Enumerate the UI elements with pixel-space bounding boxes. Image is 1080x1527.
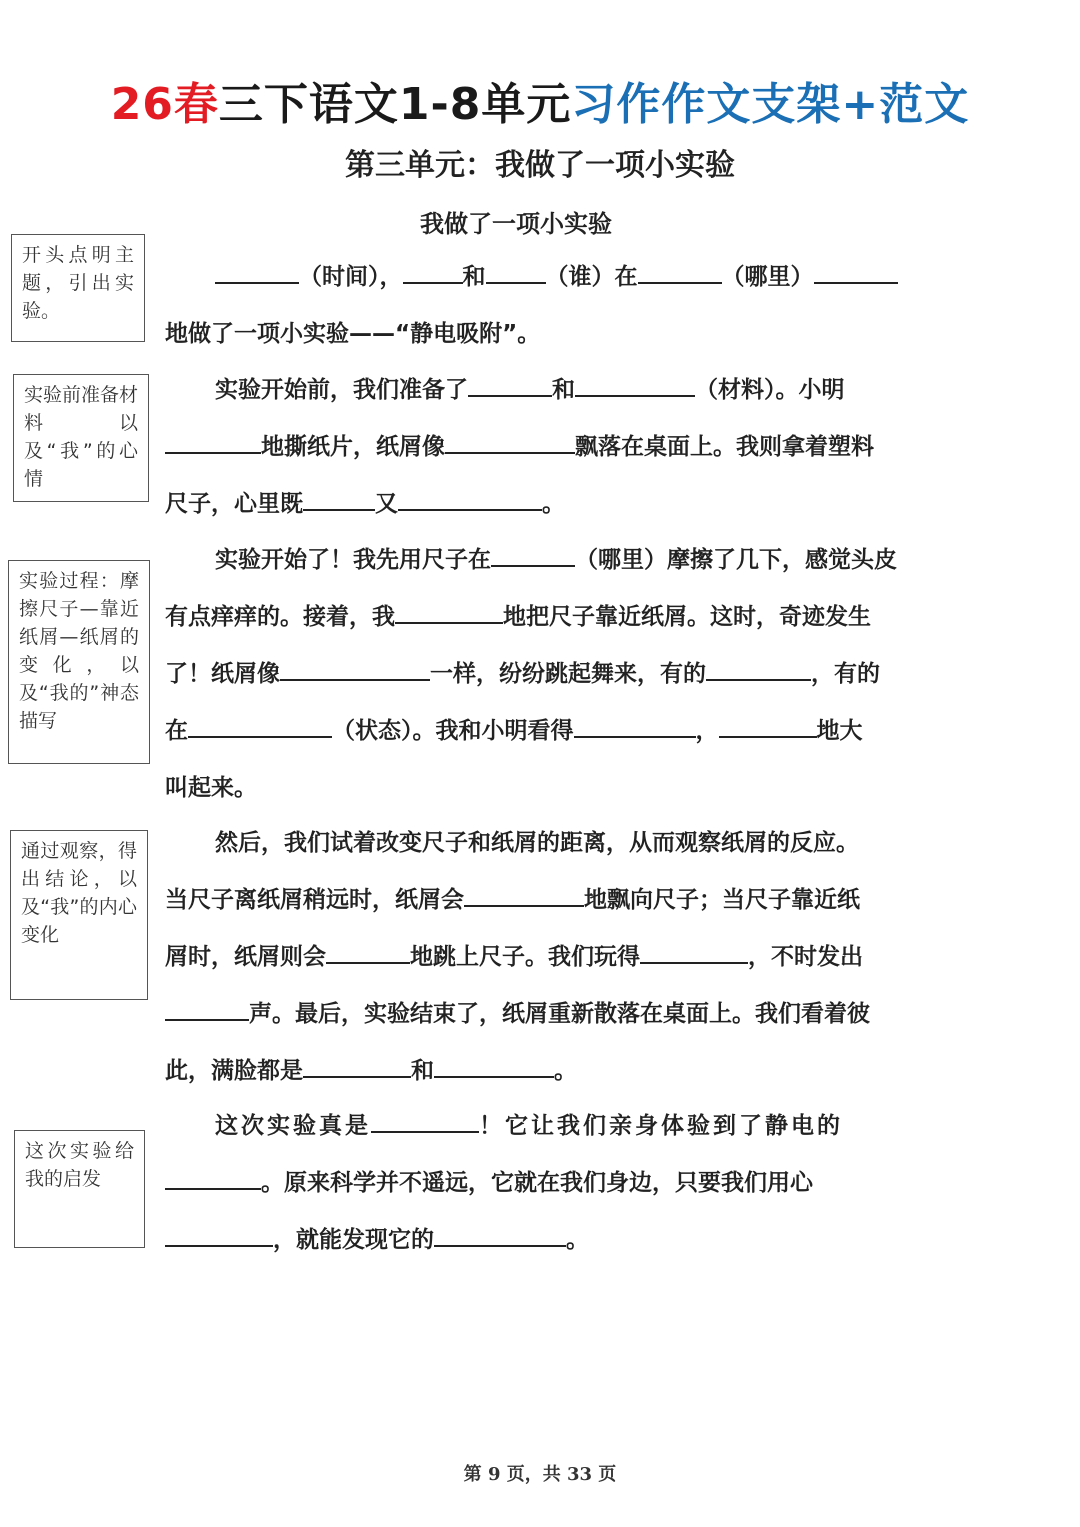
text-line <box>165 1212 895 1269</box>
text-line <box>165 419 895 476</box>
fill-blank[interactable] <box>395 596 503 624</box>
fill-blank[interactable] <box>326 936 410 964</box>
fill-blank[interactable] <box>491 539 575 567</box>
text-line <box>165 703 895 760</box>
text-segment: （谁）在 <box>545 264 638 290</box>
note-box-preparation: 实验前准备材料以及“我”的心情 <box>13 374 149 502</box>
text-segment: 一样，纷纷跳起舞来，有的 <box>430 661 706 687</box>
text-line: 叫起来。 <box>165 775 257 801</box>
text-line <box>165 362 895 419</box>
text-segment: 了！纸屑像 <box>165 661 280 687</box>
fill-blank[interactable] <box>303 1050 411 1078</box>
fill-blank[interactable] <box>575 369 695 397</box>
text-segment: （哪里）摩擦了几下，感觉头皮 <box>575 547 897 573</box>
text-segment: 和 <box>462 264 486 290</box>
text-segment: （时间）， <box>299 264 403 290</box>
fill-blank[interactable] <box>640 936 748 964</box>
fill-blank[interactable] <box>165 426 261 454</box>
text-line <box>165 1043 895 1100</box>
title-topic: 习作作文支架+范文 <box>571 79 970 130</box>
text-segment: 声。最后，实验结束了，纸屑重新散落在桌面上。我们看着彼 <box>249 1001 870 1027</box>
fill-blank[interactable] <box>165 1219 273 1247</box>
text-segment: ！它让我们亲身体验到了静电的 <box>479 1113 843 1139</box>
unit-title: 第三单元：我做了一项小实验 <box>345 148 735 183</box>
text-segment: 当尺子离纸屑稍远时，纸屑会 <box>165 887 464 913</box>
text-line <box>165 1098 895 1155</box>
text-segment: （材料）。小明 <box>695 377 845 403</box>
fill-blank[interactable] <box>486 256 546 284</box>
text-segment: 地撕纸片，纸屑像 <box>261 434 445 460</box>
text-segment: 。原来科学并不遥远，它就在我们身边，只要我们用心 <box>261 1170 813 1196</box>
fill-blank[interactable] <box>303 483 375 511</box>
text-segment: 实验开始了！我先用尺子在 <box>215 547 491 573</box>
text-line <box>165 646 895 703</box>
text-segment: 尺子，心里既 <box>165 491 303 517</box>
text-line <box>165 476 895 533</box>
text-line: 地做了一项小实验——“静电吸附”。 <box>165 321 541 347</box>
fill-blank[interactable] <box>371 1105 479 1133</box>
text-segment: 这次实验真是 <box>215 1113 371 1139</box>
text-line <box>165 872 895 929</box>
text-line: 然后，我们试着改变尺子和纸屑的距离，从而观察纸屑的反应。 <box>215 830 859 856</box>
fill-blank[interactable] <box>719 710 817 738</box>
fill-blank[interactable] <box>188 710 332 738</box>
text-segment: ， <box>695 718 719 744</box>
note-box-opening: 开头点明主题，引出实验。 <box>11 234 145 342</box>
text-segment: 又 <box>375 491 398 517</box>
text-segment: 。 <box>566 1227 589 1253</box>
text-segment: 和 <box>411 1058 434 1084</box>
fill-blank[interactable] <box>215 256 299 284</box>
text-segment: 地把尺子靠近纸屑。这时，奇迹发生 <box>503 604 871 630</box>
text-segment: 在 <box>165 718 188 744</box>
fill-blank[interactable] <box>814 256 898 284</box>
document-title <box>0 68 1080 132</box>
text-segment: 屑时，纸屑则会 <box>165 944 326 970</box>
text-segment: 和 <box>552 377 575 403</box>
text-segment: 实验开始前，我们准备了 <box>215 377 468 403</box>
paragraph-conclusion <box>165 815 895 1100</box>
text-segment: 地跳上尺子。我们玩得 <box>410 944 640 970</box>
note-box-process: 实验过程：摩擦尺子—靠近纸屑—纸屑的变化，以及“我的”神态描写 <box>8 560 150 764</box>
note-box-conclusion: 通过观察，得出结论，以及“我”的内心变化 <box>10 830 148 1000</box>
text-segment: 。 <box>554 1058 577 1084</box>
fill-blank[interactable] <box>165 1162 261 1190</box>
text-segment: ，不时发出 <box>748 944 863 970</box>
paragraph-inspiration <box>165 1098 895 1269</box>
title-course: 三下语文1-8单元 <box>218 79 572 130</box>
text-line <box>165 532 895 589</box>
fill-blank[interactable] <box>464 879 584 907</box>
text-segment: 此，满脸都是 <box>165 1058 303 1084</box>
text-line <box>165 589 895 646</box>
text-segment: 地大 <box>816 718 863 744</box>
fill-blank[interactable] <box>280 653 430 681</box>
paragraph-process <box>165 532 895 817</box>
fill-blank[interactable] <box>638 256 722 284</box>
text-line <box>165 986 895 1043</box>
text-line <box>165 929 895 986</box>
text-segment: 。 <box>542 491 565 517</box>
text-segment: 有点痒痒的。接着，我 <box>165 604 395 630</box>
fill-blank[interactable] <box>468 369 552 397</box>
text-segment: ，有的 <box>811 661 880 687</box>
text-line <box>165 249 895 306</box>
page-number: 第 9 页，共 33 页 <box>463 1464 617 1485</box>
text-segment: 地飘向尺子；当尺子靠近纸 <box>584 887 860 913</box>
text-segment: ，就能发现它的 <box>273 1227 434 1253</box>
fill-blank[interactable] <box>574 710 696 738</box>
paragraph-opening <box>165 249 895 363</box>
fill-blank[interactable] <box>398 483 542 511</box>
text-segment: （哪里） <box>721 264 814 290</box>
fill-blank[interactable] <box>165 993 249 1021</box>
fill-blank[interactable] <box>403 256 463 284</box>
fill-blank[interactable] <box>706 653 811 681</box>
title-season: 26春 <box>110 79 219 130</box>
essay-title: 我做了一项小实验 <box>420 210 612 238</box>
note-box-inspiration: 这次实验给我的启发 <box>14 1130 145 1248</box>
fill-blank[interactable] <box>445 426 575 454</box>
paragraph-preparation <box>165 362 895 533</box>
fill-blank[interactable] <box>434 1050 554 1078</box>
text-segment: 飘落在桌面上。我则拿着塑料 <box>575 434 874 460</box>
text-line <box>165 1155 895 1212</box>
fill-blank[interactable] <box>434 1219 566 1247</box>
text-segment: （状态）。我和小明看得 <box>332 718 574 744</box>
